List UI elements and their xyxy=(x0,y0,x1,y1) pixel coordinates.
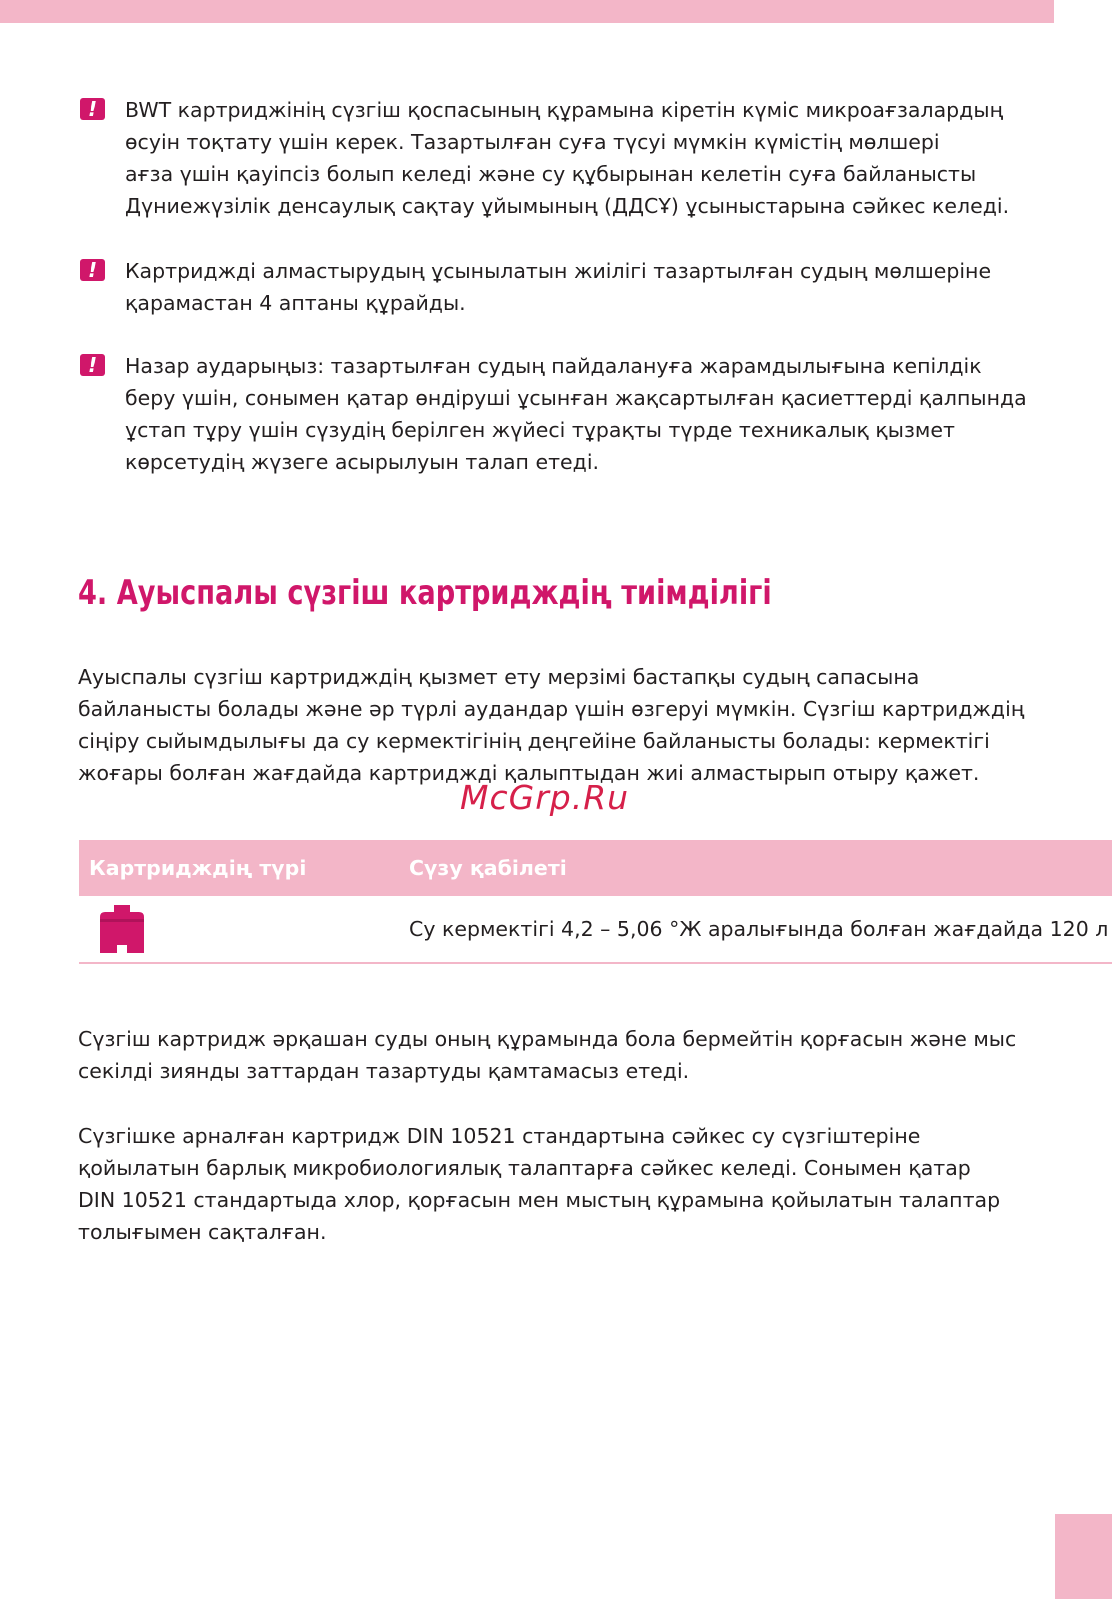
exclamation-icon: ! xyxy=(80,259,105,281)
cartridge-icon xyxy=(97,903,147,955)
section-intro: Ауыспалы сүзгіш картридждің қызмет ету мерзімі бастапқы судың сапасына байланысты болады және әр түрлі аудандар үшін өзгеруі мүмкін. Сүзгіш картридждің сіңіру сыйымдылығы да су кермектігінің деңгейіне байланысты болады: кермектігі жоғары болған жағдайда картриджді қалыптыдан жиі алмастырып отыру қажет. xyxy=(78,665,1025,785)
top-color-band xyxy=(0,0,1054,23)
exclamation-icon: ! xyxy=(80,354,105,376)
header-filter-capacity: Сүзу қабілеті xyxy=(409,856,567,880)
note-text: Картриджді алмастырудың ұсынылатын жиілігі тазартылған судың мөлшеріне қарамастан 4 аптаны құрайды. xyxy=(125,259,992,315)
table-row xyxy=(79,896,1112,964)
watermark: McGrp.Ru xyxy=(460,778,630,817)
paragraph: Сүзгіш картридж әрқашан суды оның құрамында бола бермейтін қорғасын және мыс секілді зиянды заттардан тазартуды қамтамасыз етеді. xyxy=(78,1027,1017,1083)
cartridge-table xyxy=(79,840,1112,964)
section-title: 4. Ауыспалы сүзгіш картридждің тиімділігі xyxy=(78,573,772,613)
note-text: BWT картриджінің сүзгіш қоспасының құрамына кіретін күміс микроағзалардың өсуін тоқтату үшін керек. Тазартылған суға түсуі мүмкін күмістің мөлшері ағза үшін қауіпсіз болып келеді және су құбырынан келетін суға байланысты Дүниежүзілік денсаулық сақтау ұйымының (ДДСҰ) ұсыныстарына сәйкес келеді. xyxy=(125,98,1010,218)
page-corner-tab xyxy=(1055,1514,1112,1599)
header-cartridge-type: Картридждің түрі xyxy=(89,856,307,880)
table-header xyxy=(79,840,1112,896)
note-text: Назар аударыңыз: тазартылған судың пайдалануға жарамдылығына кепілдік беру үшін, сонымен қатар өндіруші ұсынған жақсартылған қасиеттерді қалпында ұстап тұру үшін сүзудің берілген жүйесі тұрақты түрде техникалық қызмет көрсетудің жүзеге асырылуын талап етеді. xyxy=(125,354,1027,474)
exclamation-icon: ! xyxy=(80,98,105,120)
filter-capacity: Су кермектігі 4,2 – 5,06 °Ж аралығында болған жағдайда 120 л xyxy=(409,917,1109,941)
paragraph: Сүзгішке арналған картридж DIN 10521 стандартына сәйкес су сүзгіштеріне қойылатын барлық микробиологиялық талаптарға сәйкес келеді. Сонымен қатар DIN 10521 стандартыда хлор, қорғасын мен мыстың құрамына қойылатын талаптар толығымен сақталған. xyxy=(78,1124,1001,1244)
